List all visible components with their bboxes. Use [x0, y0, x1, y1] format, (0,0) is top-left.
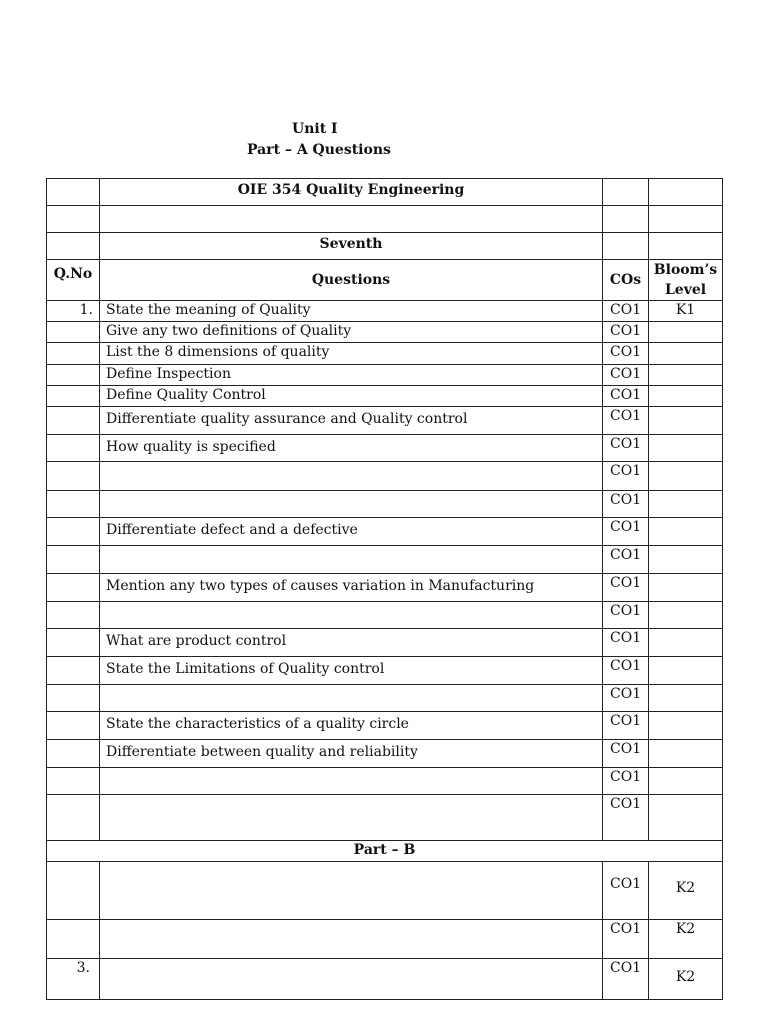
blooms-level	[649, 712, 723, 740]
table-row	[47, 491, 723, 518]
blooms-level	[649, 685, 723, 712]
table-row	[47, 407, 723, 435]
course-title: OIE 354 Quality Engineering	[100, 179, 603, 206]
table-row	[47, 435, 723, 462]
question-text	[100, 602, 603, 629]
co-value: CO1	[603, 959, 649, 1000]
question-text: Define Quality Control	[100, 386, 603, 407]
question-text: State the meaning of Quality	[100, 301, 603, 322]
question-text: How quality is specified	[100, 435, 603, 462]
co-value: CO1	[603, 386, 649, 407]
questions-header: Questions	[100, 260, 603, 301]
table-row	[47, 301, 723, 322]
blooms-level	[649, 322, 723, 343]
question-number	[47, 546, 100, 574]
table-row	[47, 365, 723, 386]
blooms-level	[649, 343, 723, 365]
blooms-level	[649, 657, 723, 685]
question-number	[47, 768, 100, 795]
table-row	[47, 740, 723, 768]
table-row	[47, 343, 723, 365]
question-number: 3.	[47, 959, 100, 1000]
qno-header: Q.No	[47, 260, 100, 301]
question-number	[47, 365, 100, 386]
question-number	[47, 518, 100, 546]
question-number	[47, 491, 100, 518]
co-value: CO1	[603, 602, 649, 629]
table-row	[47, 602, 723, 629]
table-row	[47, 322, 723, 343]
question-table	[46, 178, 723, 1000]
question-text	[100, 920, 603, 959]
question-text: Mention any two types of causes variation in Manufacturing	[100, 574, 603, 602]
question-number	[47, 386, 100, 407]
blooms-level	[649, 365, 723, 386]
co-value: CO1	[603, 574, 649, 602]
part-a-heading: Part – A Questions	[247, 142, 391, 158]
blooms-level	[649, 462, 723, 491]
blooms-level	[649, 407, 723, 435]
cos-header: COs	[603, 260, 649, 301]
table-row	[47, 712, 723, 740]
question-number	[47, 574, 100, 602]
co-value: CO1	[603, 322, 649, 343]
table-row	[47, 546, 723, 574]
question-text	[100, 959, 603, 1000]
question-text	[100, 462, 603, 491]
co-value: CO1	[603, 546, 649, 574]
question-number	[47, 462, 100, 491]
table-row	[47, 795, 723, 841]
question-text: State the Limitations of Quality control	[100, 657, 603, 685]
question-text	[100, 768, 603, 795]
question-number	[47, 322, 100, 343]
blooms-level	[649, 546, 723, 574]
blooms-level: K2	[649, 920, 723, 959]
blank-row	[47, 206, 723, 233]
table-row	[47, 462, 723, 491]
blooms-level	[649, 491, 723, 518]
question-text: Give any two definitions of Quality	[100, 322, 603, 343]
co-value: CO1	[603, 768, 649, 795]
question-number	[47, 795, 100, 841]
co-value: CO1	[603, 629, 649, 657]
blooms-level	[649, 795, 723, 841]
question-number	[47, 920, 100, 959]
table-row	[47, 959, 723, 1000]
question-text: What are product control	[100, 629, 603, 657]
table-row	[47, 386, 723, 407]
question-number	[47, 740, 100, 768]
co-value: CO1	[603, 712, 649, 740]
question-text: Differentiate between quality and reliability	[100, 740, 603, 768]
co-value: CO1	[603, 740, 649, 768]
blooms-level: K2	[649, 862, 723, 920]
semester-row	[47, 233, 723, 260]
table-row	[47, 920, 723, 959]
question-text: Define Inspection	[100, 365, 603, 386]
part-b-title-row	[47, 841, 723, 862]
table-row	[47, 574, 723, 602]
co-value: CO1	[603, 862, 649, 920]
question-number	[47, 862, 100, 920]
part-b-title: Part – B	[47, 841, 723, 862]
blooms-level	[649, 740, 723, 768]
question-number: 1.	[47, 301, 100, 322]
blooms-level	[649, 768, 723, 795]
question-number	[47, 712, 100, 740]
blooms-level	[649, 602, 723, 629]
co-value: CO1	[603, 462, 649, 491]
blooms-level: K1	[649, 301, 723, 322]
blooms-level	[649, 386, 723, 407]
question-text: Differentiate defect and a defective	[100, 518, 603, 546]
co-value: CO1	[603, 657, 649, 685]
co-value: CO1	[603, 343, 649, 365]
co-value: CO1	[603, 685, 649, 712]
co-value: CO1	[603, 435, 649, 462]
course-title-row	[47, 179, 723, 206]
table-row	[47, 768, 723, 795]
blooms-header: Bloom’s Level	[649, 260, 723, 301]
co-value: CO1	[603, 795, 649, 841]
question-number	[47, 685, 100, 712]
question-text: List the 8 dimensions of quality	[100, 343, 603, 365]
co-value: CO1	[603, 920, 649, 959]
co-value: CO1	[603, 407, 649, 435]
column-header-row	[47, 260, 723, 301]
table-row	[47, 629, 723, 657]
question-text	[100, 491, 603, 518]
unit-heading: Unit I	[292, 121, 338, 137]
co-value: CO1	[603, 518, 649, 546]
question-text	[100, 546, 603, 574]
question-number	[47, 629, 100, 657]
table-row	[47, 862, 723, 920]
blooms-level	[649, 435, 723, 462]
question-text	[100, 795, 603, 841]
semester-label: Seventh	[100, 233, 603, 260]
table-row	[47, 518, 723, 546]
blooms-level: K2	[649, 959, 723, 1000]
co-value: CO1	[603, 491, 649, 518]
question-number	[47, 343, 100, 365]
question-text	[100, 862, 603, 920]
table-row	[47, 685, 723, 712]
question-number	[47, 602, 100, 629]
blooms-level	[649, 629, 723, 657]
blooms-level	[649, 518, 723, 546]
question-number	[47, 435, 100, 462]
question-text: Differentiate quality assurance and Quality control	[100, 407, 603, 435]
question-text: State the characteristics of a quality circle	[100, 712, 603, 740]
question-text	[100, 685, 603, 712]
table-row	[47, 657, 723, 685]
co-value: CO1	[603, 301, 649, 322]
question-number	[47, 407, 100, 435]
blooms-level	[649, 574, 723, 602]
co-value: CO1	[603, 365, 649, 386]
question-number	[47, 657, 100, 685]
